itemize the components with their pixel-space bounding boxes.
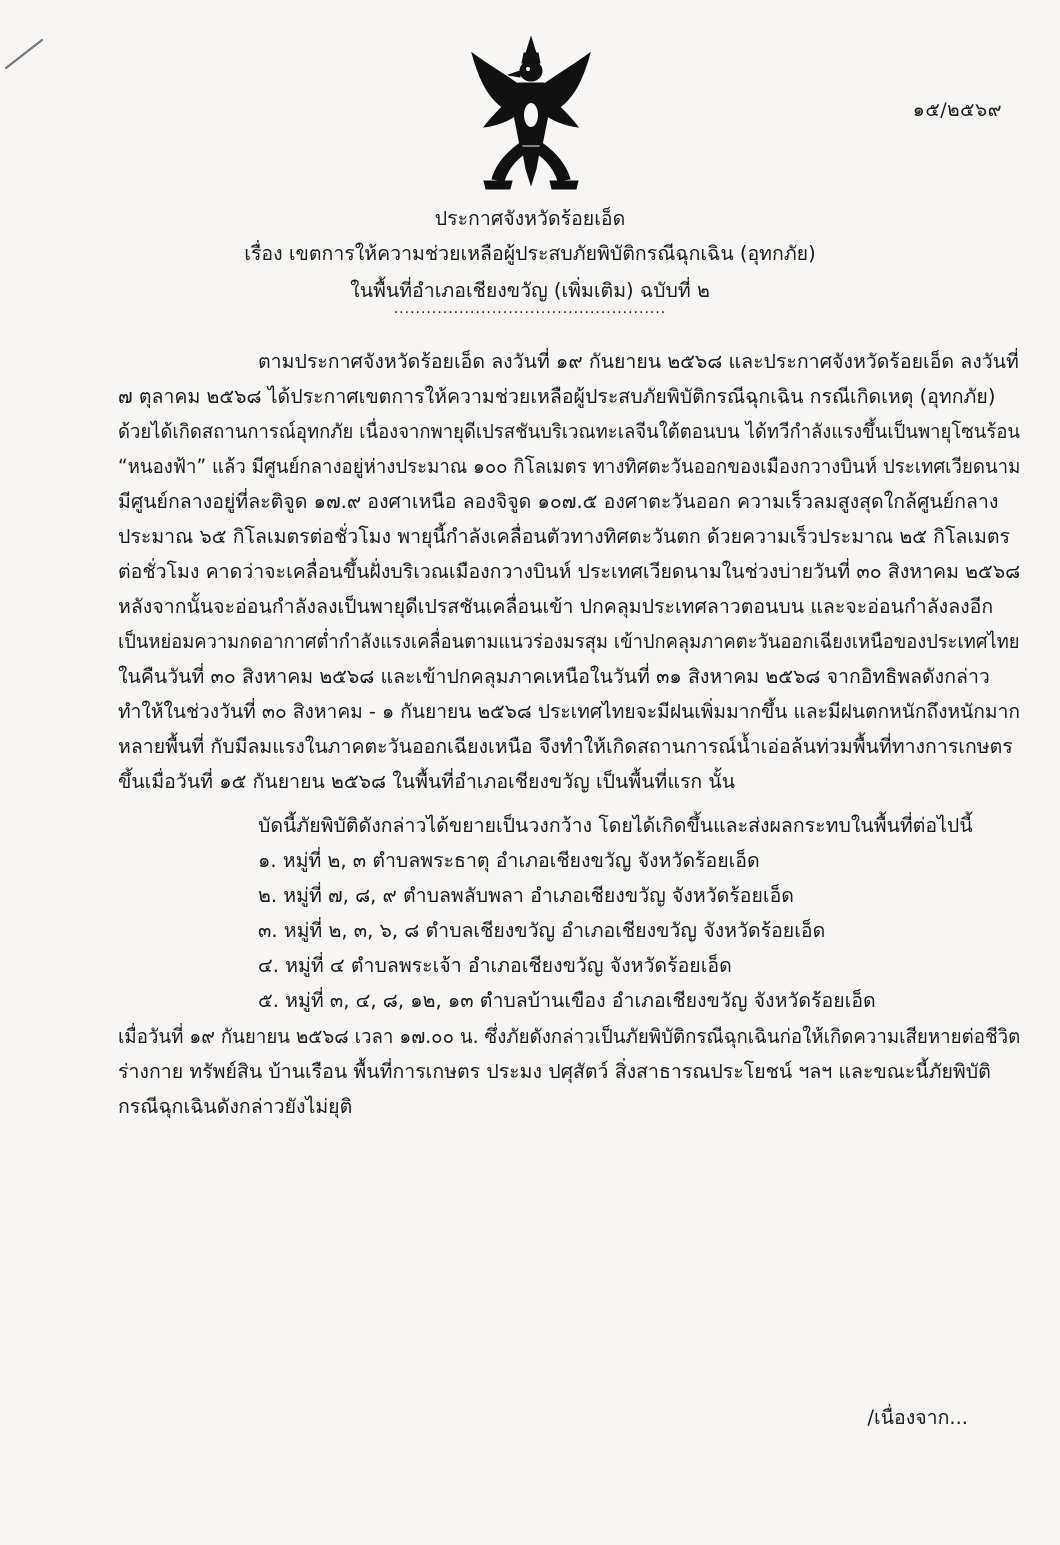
paragraph-line: ประมาณ ๖๕ กิโลเมตรต่อชั่วโมง พายุนี้กำลังเคลื่อนตัวทางทิศตะวันตก ด้วยความเร็วประมาณ ๒๕ กิโลเมตร	[118, 525, 1011, 548]
title-separator: ..................................................	[393, 301, 667, 317]
paragraph-line: หลายพื้นที่ กับมีลมแรงในภาคตะวันออกเฉียงเหนือ จึงทำให้เกิดสถานการณ์น้ำเอ่อล้นท่วมพื้นที่ทางการเกษตร	[118, 735, 1013, 758]
announcement-subject: เรื่อง เขตการให้ความช่วยเหลือผู้ประสบภัยพิบัติกรณีฉุกเฉิน (อุทกภัย)	[244, 242, 816, 265]
affected-area-item: ๔. หมู่ที่ ๔ ตำบลพระเจ้า อำเภอเชียงขวัญ จังหวัดร้อยเอ็ด	[258, 954, 732, 977]
paragraph-line: เป็นหย่อมความกดอากาศต่ำกำลังแรงเคลื่อนตามแนวร่องมรสุม เข้าปกคลุมภาคตะวันออกเฉียงเหนือของประเทศไทย	[118, 630, 1020, 653]
document-number: ๑๕/๒๕๖๙	[912, 99, 1002, 121]
paragraph-line: ด้วยได้เกิดสถานการณ์อุทกภัย เนื่องจากพายุดีเปรสชันบริเวณทะเลจีนใต้ตอนบน ได้ทวีกำลังแรงขึ้นเป็นพายุโซนร้อน	[118, 420, 1021, 443]
garuda-emblem-icon	[466, 35, 596, 205]
paragraph-line: ขึ้นเมื่อวันที่ ๑๕ กันยายน ๒๕๖๘ ในพื้นที่อำเภอเชียงขวัญ เป็นพื้นที่แรก นั้น	[118, 770, 736, 793]
paragraph-line: “หนองฟ้า” แล้ว มีศูนย์กลางอยู่ห่างประมาณ ๑๐๐ กิโลเมตร ทางทิศตะวันออกของเมืองกวางบินห์ ประเทศเวียดนาม	[118, 455, 1021, 478]
paragraph-line: ร่างกาย ทรัพย์สิน บ้านเรือน พื้นที่การเกษตร ประมง ปศุสัตว์ สิ่งสาธารณประโยชน์ ฯลฯ และขณะนี้ภัยพิบัติ	[118, 1060, 991, 1083]
affected-area-item: ๑. หมู่ที่ ๒, ๓ ตำบลพระธาตุ อำเภอเชียงขวัญ จังหวัดร้อยเอ็ด	[258, 849, 760, 872]
paragraph-line: ต่อชั่วโมง คาดว่าจะเคลื่อนขึ้นฝั่งบริเวณเมืองกวางบินห์ ประเทศเวียดนามในช่วงบ่ายวันที่ ๓๐ สิงหาคม ๒๕๖๘	[118, 560, 1021, 583]
affected-area-item: ๒. หมู่ที่ ๗, ๘, ๙ ตำบลพลับพลา อำเภอเชียงขวัญ จังหวัดร้อยเอ็ด	[258, 884, 794, 907]
continuation-note: /เนื่องจาก...	[867, 1406, 968, 1429]
affected-area-item: ๓. หมู่ที่ ๒, ๓, ๖, ๘ ตำบลเชียงขวัญ อำเภอเชียงขวัญ จังหวัดร้อยเอ็ด	[258, 919, 826, 942]
paragraph-line: ทำให้ในช่วงวันที่ ๓๐ สิงหาคม - ๑ กันยายน ๒๕๖๘ ประเทศไทยจะมีฝนเพิ่มมากขึ้น และมีฝนตกหนักถึงหนักมาก	[118, 700, 1020, 723]
paragraph-line: ในคืนวันที่ ๓๐ สิงหาคม ๒๕๖๘ และเข้าปกคลุมภาคเหนือในวันที่ ๓๑ สิงหาคม ๒๕๖๘ จากอิทธิพลดังกล่าว	[118, 665, 990, 688]
paragraph-line: เมื่อวันที่ ๑๙ กันยายน ๒๕๖๘ เวลา ๑๗.๐๐ น. ซึ่งภัยดังกล่าวเป็นภัยพิบัติกรณีฉุกเฉินก่อให้เกิดความเสียหายต่อชีวิต	[118, 1025, 1021, 1048]
paragraph-intro: บัดนี้ภัยพิบัติดังกล่าวได้ขยายเป็นวงกว้าง โดยได้เกิดขึ้นและส่งผลกระทบในพื้นที่ต่อไปนี้	[258, 814, 973, 837]
paragraph-line: มีศูนย์กลางอยู่ที่ละติจูด ๑๗.๙ องศาเหนือ ลองจิจูด ๑๐๗.๕ องศาตะวันออก ความเร็วลมสูงสุดใกล้ศูนย์กลาง	[118, 490, 999, 513]
announcement-subject-line2: ในพื้นที่อำเภอเชียงขวัญ (เพิ่มเติม) ฉบับที่ ๒	[350, 279, 710, 302]
paragraph-line: หลังจากนั้นจะอ่อนกำลังลงเป็นพายุดีเปรสชันเคลื่อนเข้า ปกคลุมประเทศลาวตอนบน และจะอ่อนกำลังลงอีก	[118, 595, 994, 618]
affected-area-item: ๕. หมู่ที่ ๓, ๔, ๘, ๑๒, ๑๓ ตำบลบ้านเขือง อำเภอเชียงขวัญ จังหวัดร้อยเอ็ด	[258, 989, 876, 1012]
pen-mark	[2, 38, 52, 78]
announcement-title: ประกาศจังหวัดร้อยเอ็ด	[434, 207, 626, 230]
paragraph-line: ตามประกาศจังหวัดร้อยเอ็ด ลงวันที่ ๑๙ กันยายน ๒๕๖๘ และประกาศจังหวัดร้อยเอ็ด ลงวันที่	[258, 350, 1019, 373]
paragraph-line: ๗ ตุลาคม ๒๕๖๘ ได้ประกาศเขตการให้ความช่วยเหลือผู้ประสบภัยพิบัติกรณีฉุกเฉิน กรณีเกิดเหตุ (อุทกภัย)	[118, 385, 996, 408]
paragraph-line: กรณีฉุกเฉินดังกล่าวยังไม่ยุติ	[118, 1095, 353, 1118]
